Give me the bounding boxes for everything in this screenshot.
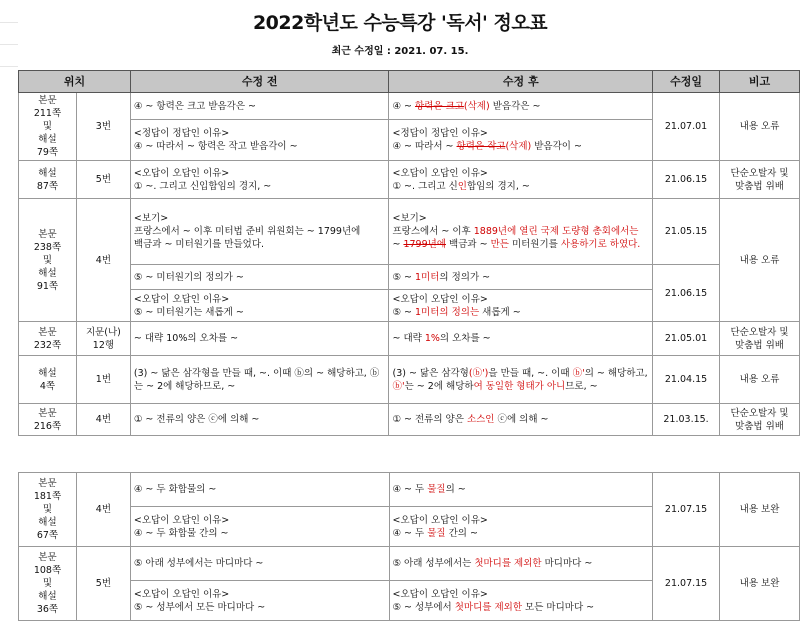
item-number: 지문(나) 12행 bbox=[76, 322, 130, 356]
location-cell: 해설 4쪽 bbox=[19, 356, 77, 404]
before-cell: ① ~ 전류의 양은 ⓒ에 의해 ~ bbox=[130, 404, 389, 436]
last-updated: 최근 수정일 : 2021. 07. 15. bbox=[331, 46, 469, 57]
header-date: 수정일 bbox=[653, 71, 720, 93]
after-cell: <보기> 프랑스에서 ~ 이후 1889년에 열린 국제 도량형 총회에서는 ~ 1799년에 백금과 ~ 만든 미터원기를 사용하기로 하였다. bbox=[389, 199, 653, 265]
table-row bbox=[19, 356, 800, 404]
before-cell: (3) ~ 닮은 삼각형을 만들 때, ~. 이때 ⓑ의 ~ 해당하고, ⓑ는 ~ 2에 해당하므로, ~ bbox=[130, 356, 389, 404]
location-cell: 본문 238쪽 및 해설 91쪽 bbox=[19, 199, 77, 322]
location-cell: 해설 87쪽 bbox=[19, 161, 77, 199]
note-cell: 내용 오류 bbox=[720, 356, 800, 404]
table-row bbox=[19, 322, 800, 356]
revision-date: 21.07.15 bbox=[653, 473, 720, 547]
location-cell: 본문 108쪽 및 해설 36쪽 bbox=[19, 547, 77, 621]
header-note: 비고 bbox=[720, 71, 800, 93]
revision-date: 21.05.01 bbox=[653, 322, 720, 356]
revision-date: 21.05.15 bbox=[653, 199, 720, 265]
after-cell: ④ ~ 항력은 크고(삭제) 받음각은 ~ bbox=[389, 93, 653, 120]
after-cell: ⑤ ~ 1미터의 정의가 ~ bbox=[389, 265, 653, 290]
item-number: 3번 bbox=[76, 93, 130, 161]
item-number: 5번 bbox=[76, 161, 130, 199]
note-cell: 단순오탈자 및 맞춤법 위배 bbox=[720, 404, 800, 436]
revision-date: 21.07.01 bbox=[653, 93, 720, 161]
after-cell: ① ~ 전류의 양은 소스인 ⓒ에 의해 ~ bbox=[389, 404, 653, 436]
item-number: 1번 bbox=[76, 356, 130, 404]
note-cell: 내용 보완 bbox=[720, 547, 800, 621]
revision-date: 21.06.15 bbox=[653, 265, 720, 322]
table-row bbox=[19, 547, 800, 581]
before-cell: <정답이 정답인 이유> ④ ~ 따라서 ~ 항력은 작고 받음각이 ~ bbox=[130, 120, 389, 161]
item-number: 4번 bbox=[76, 199, 130, 322]
before-cell: <오답이 오답인 이유> ① ~. 그리고 신입합임의 경지, ~ bbox=[130, 161, 389, 199]
after-cell: <오답이 오답인 이유> ⑤ ~ 성부에서 첫마디를 제외한 모든 마디마다 ~ bbox=[389, 581, 653, 621]
item-number: 4번 bbox=[76, 404, 130, 436]
before-cell: <보기> 프랑스에서 ~ 이후 미터법 준비 위원회는 ~ 1799년에 백금과 ~ 미터원기를 만들었다. bbox=[130, 199, 389, 265]
revision-date: 21.07.15 bbox=[653, 547, 720, 621]
table-row bbox=[19, 265, 800, 290]
header-before: 수정 전 bbox=[130, 71, 389, 93]
before-cell: ④ ~ 두 화합물의 ~ bbox=[130, 473, 389, 507]
before-cell: ⑤ ~ 미터원기의 정의가 ~ bbox=[130, 265, 389, 290]
item-number: 4번 bbox=[76, 473, 130, 547]
note-cell: 내용 보완 bbox=[720, 473, 800, 547]
before-cell: <오답이 오답인 이유> ④ ~ 두 화합물 간의 ~ bbox=[130, 507, 389, 547]
table-row bbox=[19, 93, 800, 120]
after-cell: (3) ~ 닮은 삼각형(ⓑ')을 만들 때, ~. 이때 ⓑ'의 ~ 해당하고, ⓑ'는 ~ 2에 해당하여 동일한 형태가 아니므로, ~ bbox=[389, 356, 653, 404]
before-cell: <오답이 오답인 이유> ⑤ ~ 성부에서 모든 마디마다 ~ bbox=[130, 581, 389, 621]
revision-date: 21.04.15 bbox=[653, 356, 720, 404]
before-cell: ~ 대략 10%의 오차를 ~ bbox=[130, 322, 389, 356]
note-cell: 내용 오류 bbox=[720, 93, 800, 161]
after-cell: <정답이 정답인 이유> ④ ~ 따라서 ~ 항력은 작고(삭제) 받음각이 ~ bbox=[389, 120, 653, 161]
header-after: 수정 후 bbox=[389, 71, 653, 93]
after-cell: ④ ~ 두 물질의 ~ bbox=[389, 473, 653, 507]
note-cell: 내용 오류 bbox=[720, 199, 800, 322]
after-cell: <오답이 오답인 이유> ⑤ ~ 1미터의 정의는 새롭게 ~ bbox=[389, 290, 653, 322]
after-cell: ~ 대략 1%의 오차를 ~ bbox=[389, 322, 653, 356]
item-number: 5번 bbox=[76, 547, 130, 621]
header-row bbox=[19, 71, 800, 93]
errata-table-continued bbox=[18, 472, 800, 621]
document-title: 2022학년도 수능특강 '독서' 정오표 bbox=[252, 12, 548, 34]
location-cell: 본문 232쪽 bbox=[19, 322, 77, 356]
table-row bbox=[19, 161, 800, 199]
header-location: 위치 bbox=[19, 71, 131, 93]
before-cell: ⑤ 아래 성부에서는 마디마다 ~ bbox=[130, 547, 389, 581]
table-row bbox=[19, 404, 800, 436]
location-cell: 본문 181쪽 및 해설 67쪽 bbox=[19, 473, 77, 547]
before-cell: <오답이 오답인 이유> ⑤ ~ 미터원기는 새롭게 ~ bbox=[130, 290, 389, 322]
note-cell: 단순오탈자 및 맞춤법 위배 bbox=[720, 322, 800, 356]
location-cell: 본문 211쪽 및 해설 79쪽 bbox=[19, 93, 77, 161]
after-cell: <오답이 오답인 이유> ④ ~ 두 물질 간의 ~ bbox=[389, 507, 653, 547]
table-row bbox=[19, 199, 800, 265]
after-cell: <오답이 오답인 이유> ① ~. 그리고 신인합임의 경지, ~ bbox=[389, 161, 653, 199]
revision-date: 21.06.15 bbox=[653, 161, 720, 199]
before-cell: ④ ~ 항력은 크고 받음각은 ~ bbox=[130, 93, 389, 120]
location-cell: 본문 216쪽 bbox=[19, 404, 77, 436]
revision-date: 21.03.15. bbox=[653, 404, 720, 436]
after-cell: ⑤ 아래 성부에서는 첫마디를 제외한 마디마다 ~ bbox=[389, 547, 653, 581]
errata-table bbox=[18, 70, 800, 436]
table-row bbox=[19, 473, 800, 507]
note-cell: 단순오탈자 및 맞춤법 위배 bbox=[720, 161, 800, 199]
